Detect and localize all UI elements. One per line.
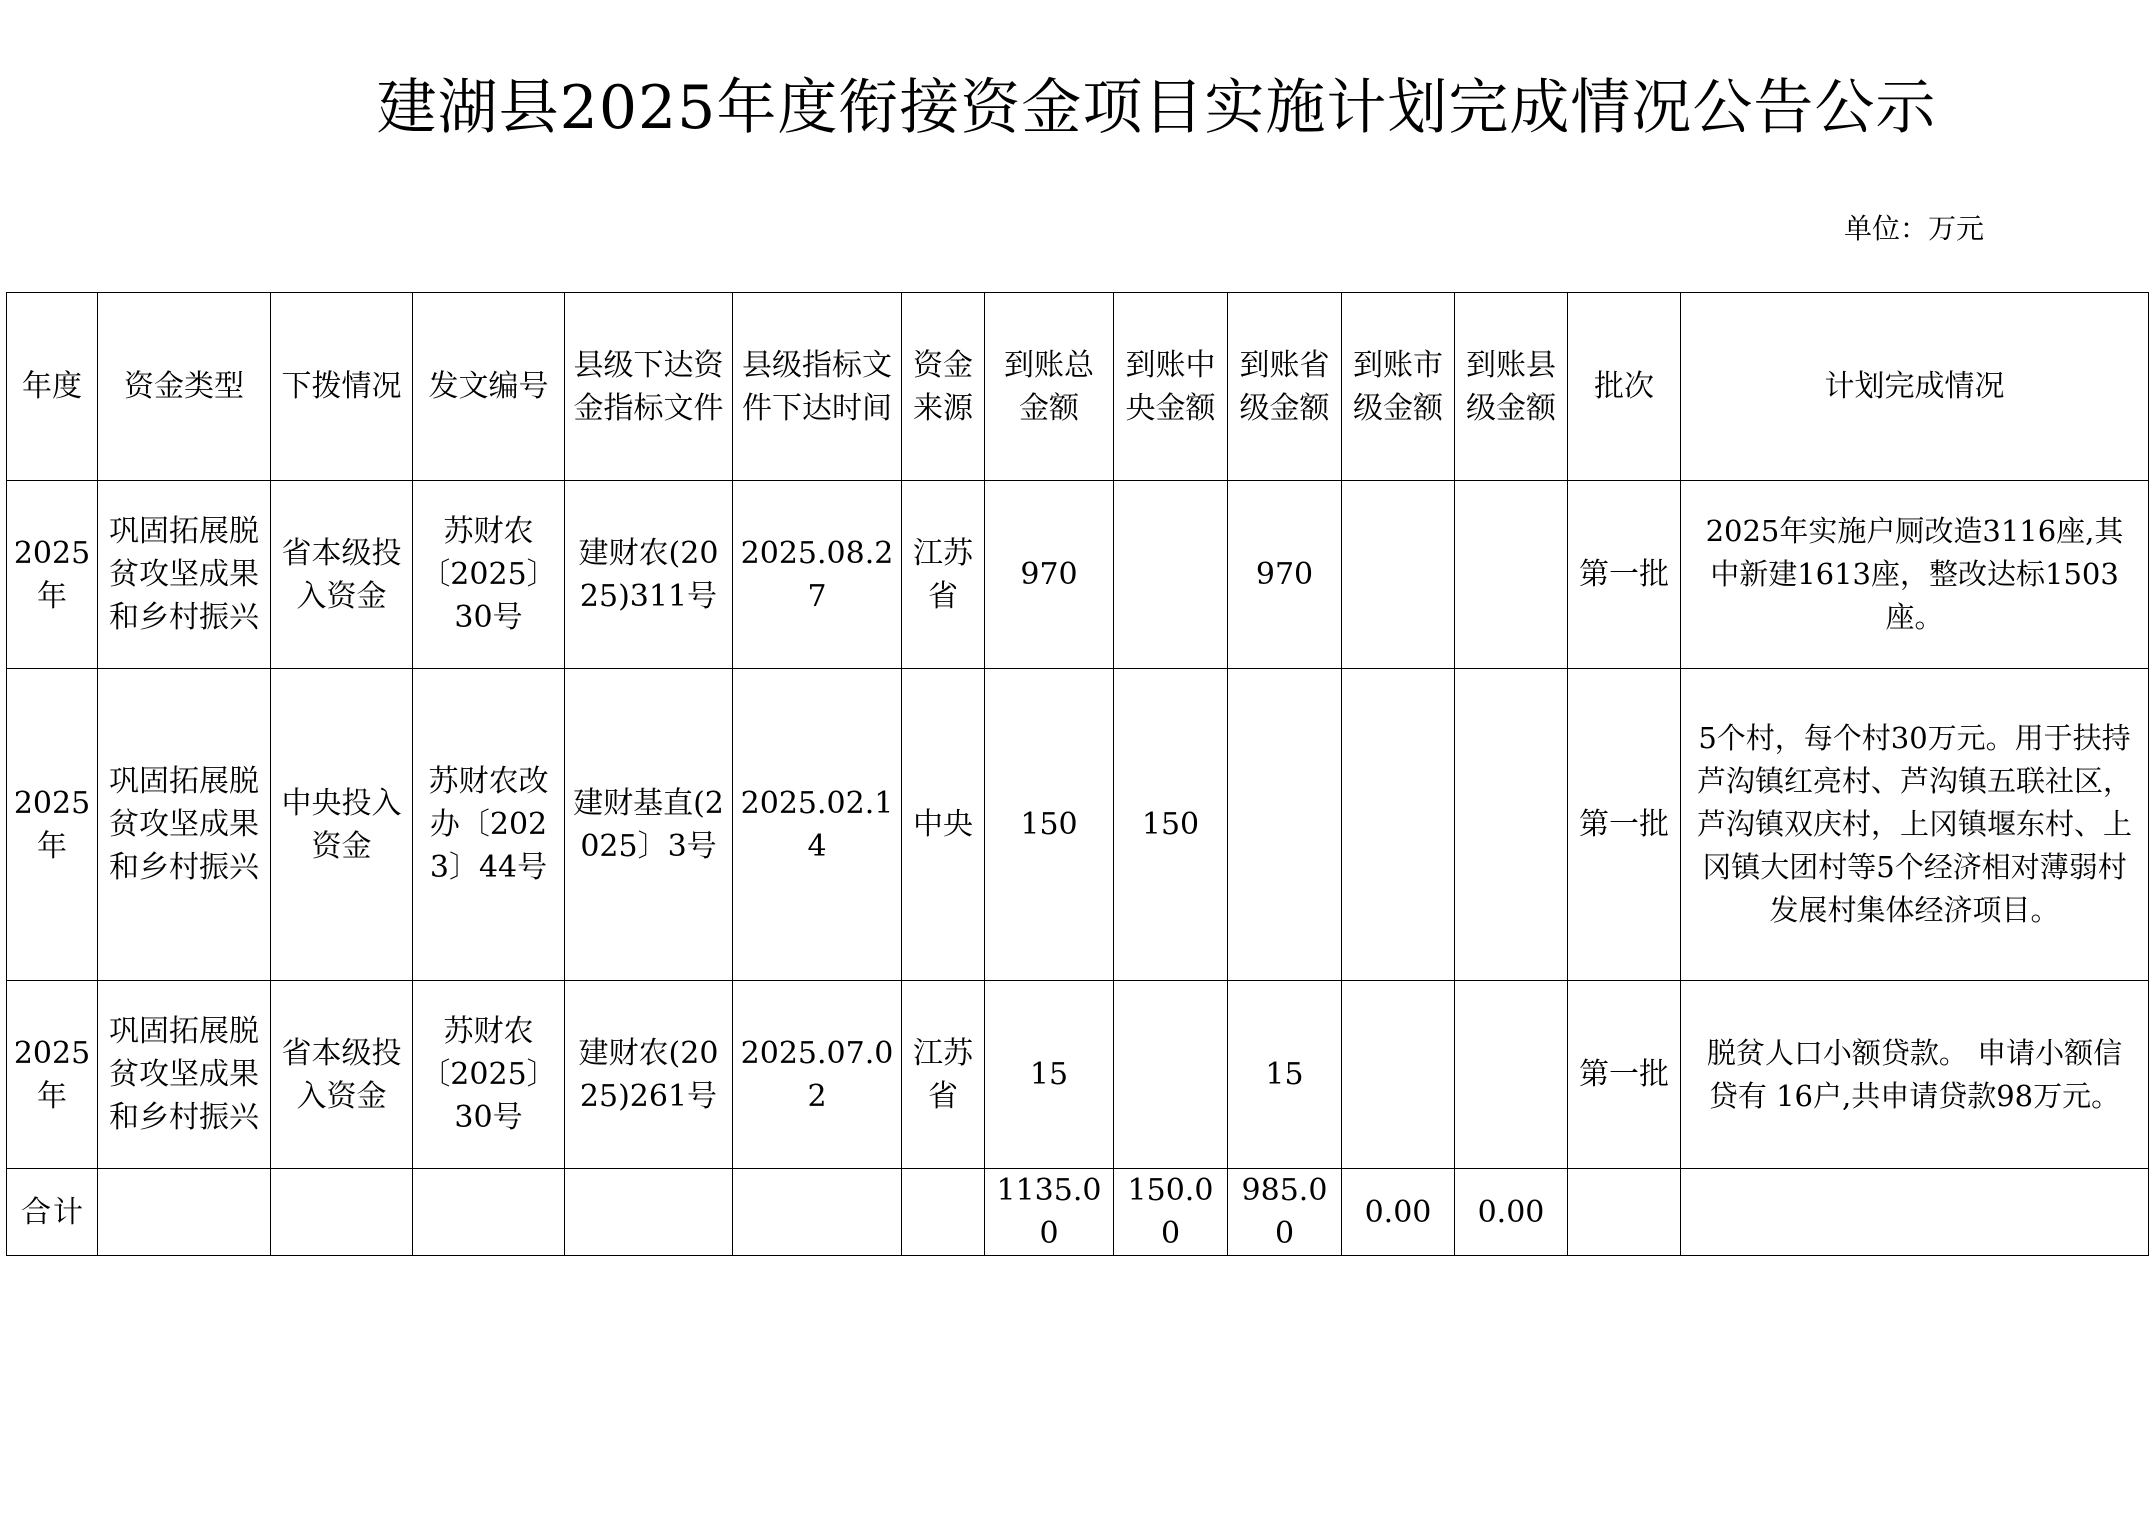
header-county-index-doc: 县级下达资金指标文件 <box>565 293 733 481</box>
total-empty-cell <box>733 1169 902 1256</box>
header-city-amount: 到账市级金额 <box>1342 293 1455 481</box>
cell-provincial-amount <box>1228 669 1342 981</box>
cell-doc-number: 苏财农〔2025〕30号 <box>413 981 565 1169</box>
table-row <box>7 481 2149 669</box>
header-year: 年度 <box>7 293 98 481</box>
cell-allocation: 省本级投入资金 <box>271 481 413 669</box>
fund-table <box>6 292 2149 1256</box>
header-allocation: 下拨情况 <box>271 293 413 481</box>
cell-county-index-doc: 建财农(2025)261号 <box>565 981 733 1169</box>
cell-provincial-amount: 970 <box>1228 481 1342 669</box>
header-doc-number: 发文编号 <box>413 293 565 481</box>
cell-year: 2025年 <box>7 481 98 669</box>
cell-fund-type: 巩固拓展脱贫攻坚成果和乡村振兴 <box>98 669 271 981</box>
table-header-row <box>7 293 2149 481</box>
cell-plan-status: 2025年实施户厕改造3116座,其中新建1613座，整改达标1503座。 <box>1681 481 2149 669</box>
cell-batch: 第一批 <box>1568 669 1681 981</box>
cell-index-date: 2025.02.14 <box>733 669 902 981</box>
document-title: 建湖县2025年度衔接资金项目实施计划完成情况公告公示 <box>376 73 1937 143</box>
cell-allocation: 中央投入资金 <box>271 669 413 981</box>
header-central-amount: 到账中央金额 <box>1114 293 1228 481</box>
cell-fund-type: 巩固拓展脱贫攻坚成果和乡村振兴 <box>98 981 271 1169</box>
cell-county-amount <box>1455 481 1568 669</box>
total-label <box>7 1169 98 1256</box>
cell-allocation: 省本级投入资金 <box>271 981 413 1169</box>
cell-city-amount <box>1342 669 1455 981</box>
cell-total-amount: 970 <box>985 481 1114 669</box>
total-empty-cell <box>1681 1169 2149 1256</box>
header-provincial-amount: 到账省级金额 <box>1228 293 1342 481</box>
header-fund-type: 资金类型 <box>98 293 271 481</box>
unit-label: 单位：万元 <box>1844 212 1985 245</box>
cell-central-amount <box>1114 481 1228 669</box>
cell-plan-status: 5个村，每个村30万元。用于扶持芦沟镇红亮村、芦沟镇五联社区，芦沟镇双庆村，上冈镇堰东村、上冈镇大团村等5个经济相对薄弱村发展村集体经济项目。 <box>1681 669 2149 981</box>
cell-city-amount <box>1342 481 1455 669</box>
header-fund-source: 资金来源 <box>902 293 985 481</box>
cell-index-date: 2025.07.02 <box>733 981 902 1169</box>
cell-fund-source: 江苏省 <box>902 981 985 1169</box>
cell-city-amount <box>1342 981 1455 1169</box>
total-empty-cell <box>413 1169 565 1256</box>
total-city-amount: 0.00 <box>1342 1169 1455 1256</box>
total-empty-cell <box>1568 1169 1681 1256</box>
header-batch: 批次 <box>1568 293 1681 481</box>
total-total-amount: 1135.00 <box>985 1169 1114 1256</box>
total-empty-cell <box>98 1169 271 1256</box>
total-empty-cell <box>565 1169 733 1256</box>
cell-plan-status: 脱贫人口小额贷款。 申请小额信贷有 16户,共申请贷款98万元。 <box>1681 981 2149 1169</box>
header-total-amount: 到账总金额 <box>985 293 1114 481</box>
cell-fund-source: 中央 <box>902 669 985 981</box>
cell-doc-number: 苏财农改办〔2023〕44号 <box>413 669 565 981</box>
cell-fund-source: 江苏省 <box>902 481 985 669</box>
total-empty-cell <box>902 1169 985 1256</box>
total-central-amount: 150.00 <box>1114 1169 1228 1256</box>
cell-provincial-amount: 15 <box>1228 981 1342 1169</box>
cell-doc-number: 苏财农〔2025〕30号 <box>413 481 565 669</box>
cell-total-amount: 15 <box>985 981 1114 1169</box>
header-plan-status: 计划完成情况 <box>1681 293 2149 481</box>
cell-batch: 第一批 <box>1568 981 1681 1169</box>
total-county-amount: 0.00 <box>1455 1169 1568 1256</box>
cell-county-index-doc: 建财农(2025)311号 <box>565 481 733 669</box>
cell-batch: 第一批 <box>1568 481 1681 669</box>
cell-county-amount <box>1455 981 1568 1169</box>
cell-central-amount <box>1114 981 1228 1169</box>
cell-county-index-doc: 建财基直(2025〕3号 <box>565 669 733 981</box>
cell-year: 2025年 <box>7 981 98 1169</box>
cell-fund-type: 巩固拓展脱贫攻坚成果和乡村振兴 <box>98 481 271 669</box>
cell-county-amount <box>1455 669 1568 981</box>
total-provincial-amount: 985.00 <box>1228 1169 1342 1256</box>
total-empty-cell <box>271 1169 413 1256</box>
cell-total-amount: 150 <box>985 669 1114 981</box>
table-row <box>7 669 2149 981</box>
cell-year: 2025年 <box>7 669 98 981</box>
table-row <box>7 981 2149 1169</box>
header-county-amount: 到账县级金额 <box>1455 293 1568 481</box>
total-row <box>7 1169 2149 1256</box>
total-label-text: 合计 <box>21 1194 85 1230</box>
header-index-date: 县级指标文件下达时间 <box>733 293 902 481</box>
cell-index-date: 2025.08.27 <box>733 481 902 669</box>
cell-central-amount: 150 <box>1114 669 1228 981</box>
